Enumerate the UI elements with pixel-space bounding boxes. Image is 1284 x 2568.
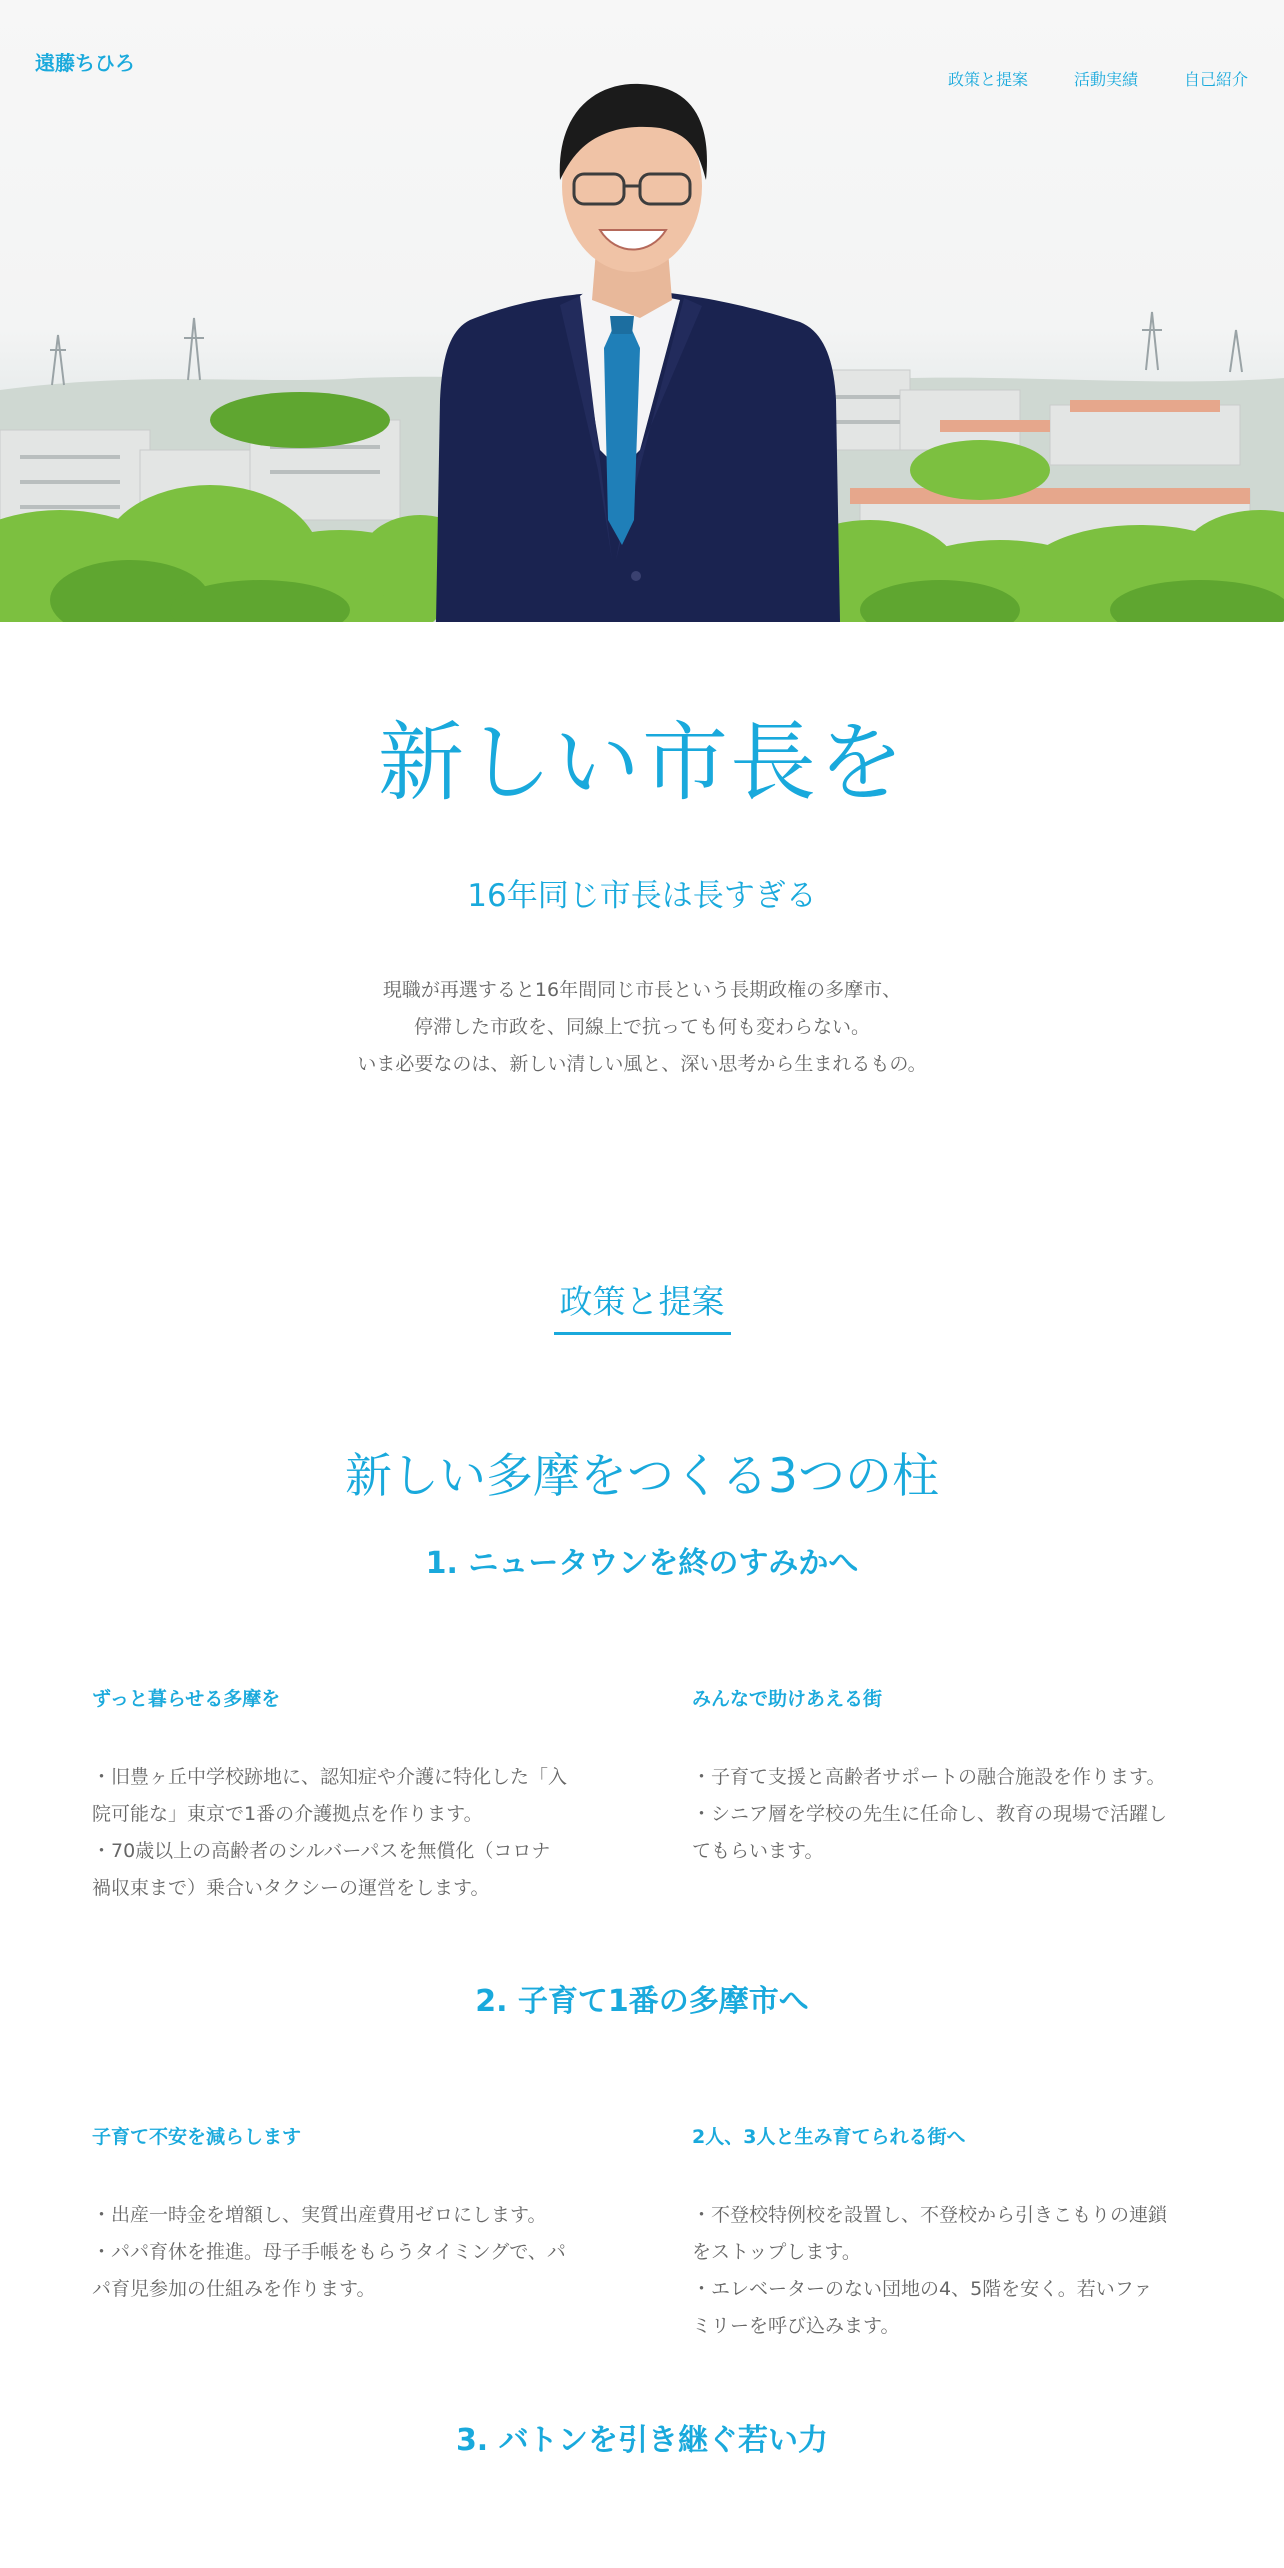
body-line: ・パパ育休を推進。母子手帳をもらうタイミングで、パ: [92, 2241, 566, 2263]
hero-photo: [0, 0, 1284, 622]
column-title: ずっと暮らせる多摩を: [92, 1688, 281, 1710]
body-line: ・子育て支援と高齢者サポートの融合施設を作ります。: [692, 1766, 1166, 1788]
intro-text: [0, 972, 1284, 1083]
column-body: [92, 1759, 592, 1907]
column-body: [92, 2197, 592, 2308]
body-line: 禍収束まで）乗合いタクシーの運営をします。: [92, 1877, 490, 1899]
body-line: ・旧豊ヶ丘中学校跡地に、認知症や介護に特化した「入: [92, 1766, 568, 1788]
column-body: [692, 1759, 1192, 1870]
pillar-title-2: 2. 子育て1番の多摩市へ: [475, 1984, 809, 2019]
nav-link-activities[interactable]: 活動実績: [1073, 70, 1138, 89]
hero: [0, 0, 1284, 622]
body-line: ・70歳以上の高齢者のシルバーパスを無償化（コロナ: [92, 1840, 551, 1862]
intro-line: 現職が再選すると16年間同じ市長という長期政権の多摩市、: [382, 979, 902, 1001]
policy-section-header: [0, 1276, 1284, 1335]
site-brand-link[interactable]: 遠藤ちひろ: [35, 51, 135, 75]
body-line: てもらいます。: [692, 1840, 824, 1862]
body-line: ・出産一時金を増額し、実質出産費用ゼロにします。: [92, 2204, 547, 2226]
body-line: 院可能な」東京で1番の介護拠点を作ります。: [92, 1803, 483, 1825]
main-nav: [948, 67, 1248, 90]
body-line: ・エレベーターのない団地の4、5階を安く。若いファ: [692, 2278, 1153, 2300]
pillar-2-column-right: [692, 2122, 1192, 2345]
pillar-1-column-right: [692, 1684, 1192, 1870]
intro-line: 停滞した市政を、同線上で抗っても何も変わらない。: [413, 1016, 870, 1038]
body-line: ミリーを呼び込みます。: [692, 2315, 900, 2337]
intro-line: いま必要なのは、新しい清しい風と、深い思考から生まれるもの。: [357, 1053, 927, 1075]
pillar-title-3: 3. バトンを引き継ぐ若い力: [455, 2423, 829, 2458]
body-line: ・不登校特例校を設置し、不登校から引きこもりの連鎖: [692, 2204, 1168, 2226]
pillar-1-column-left: [92, 1684, 592, 1907]
body-line: パ育児参加の仕組みを作ります。: [92, 2278, 376, 2300]
body-line: ・シニア層を学校の先生に任命し、教育の現場で活躍し: [692, 1803, 1168, 1825]
pillar-2-column-left: [92, 2122, 592, 2308]
pillar-title-1: 1. ニュータウンを終のすみかへ: [425, 1546, 859, 1581]
section-title-policy: 政策と提案: [554, 1276, 731, 1335]
column-title: 2人、3人と生み育てられる街へ: [692, 2126, 966, 2148]
column-body: [692, 2197, 1192, 2345]
column-title: 子育て不安を減らします: [92, 2126, 302, 2148]
nav-link-profile[interactable]: 自己紹介: [1183, 70, 1248, 89]
subheadline: 16年同じ市長は長すぎる: [467, 878, 817, 914]
column-title: みんなで助けあえる街: [692, 1688, 883, 1710]
pillars-title: 新しい多摩をつくる3つの柱: [345, 1449, 939, 1504]
body-line: をストップします。: [692, 2241, 861, 2263]
nav-link-policy[interactable]: 政策と提案: [947, 70, 1028, 89]
headline: 新しい市長を: [378, 713, 906, 813]
